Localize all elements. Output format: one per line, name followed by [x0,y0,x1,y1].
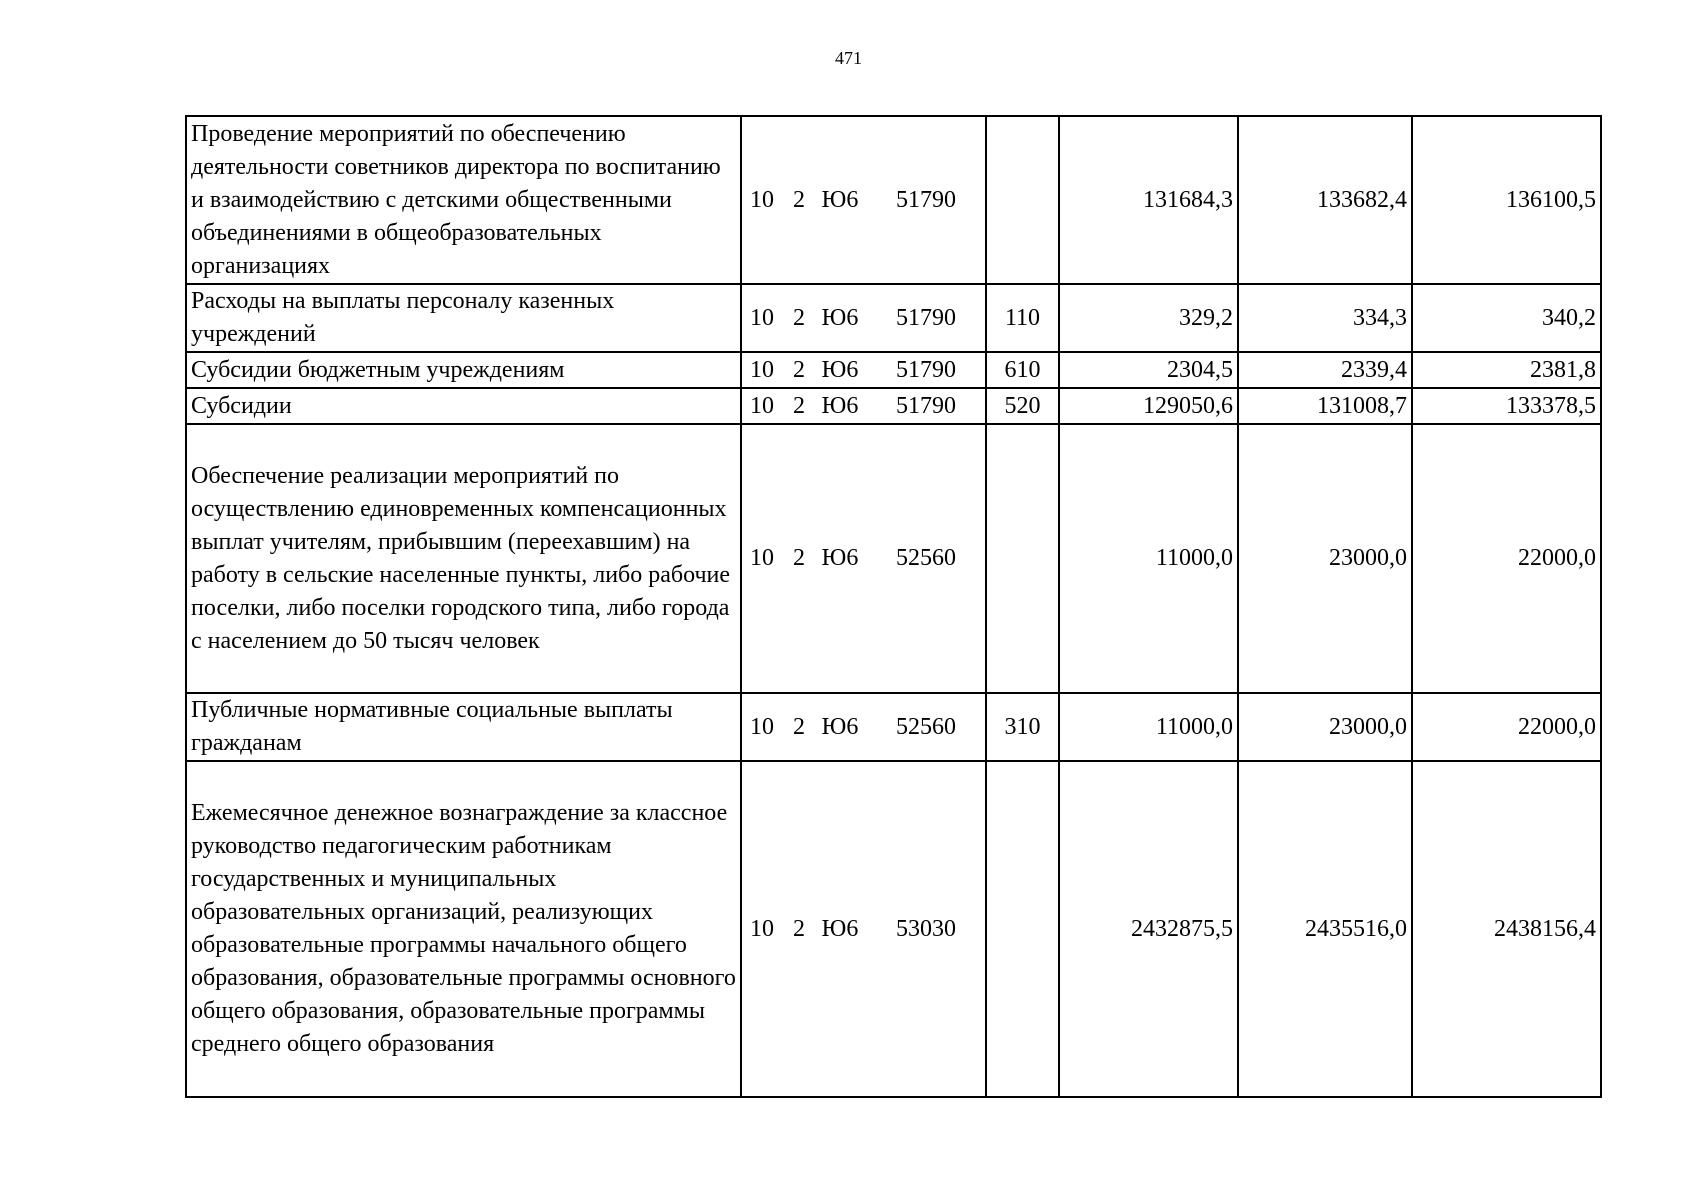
code-subprogram: 2 [793,545,805,571]
code-section: 10 [750,186,774,213]
code-direction: 51790 [896,392,956,419]
row-code [741,116,986,284]
code-direction: 51790 [896,304,956,331]
row-expense-type [986,116,1059,284]
row-value-2: 23000,0 [1238,424,1412,693]
row-name: Проведение мероприятий по обеспечению деятельности советников директора по воспитанию и взаимодействию с детскими общественными объединениями в общеобразовательных организациях [186,116,741,284]
table-row [186,761,1601,1097]
row-name: Ежемесячное денежное вознаграждение за классное руководство педагогическим работникам государственных и муниципальных образовательных организаций, реализующих образовательные программы начального общего образования, образовательные программы основного общего образования, образовательные программы среднего общего образования [186,761,741,1097]
page-number: 471 [835,48,862,68]
row-code [741,693,986,761]
code-section: 10 [750,545,774,571]
row-value-3: 136100,5 [1412,116,1601,284]
code-project: Ю6 [821,392,859,419]
code-project: Ю6 [821,713,859,740]
row-value-2: 2339,4 [1238,352,1412,388]
row-value-3: 22000,0 [1412,693,1601,761]
code-subprogram: 2 [793,915,805,942]
row-name: Субсидии бюджетным учреждениям [186,352,741,388]
row-code [741,352,986,388]
code-direction: 53030 [896,915,956,942]
row-value-1: 2432875,5 [1059,761,1238,1097]
code-project: Ю6 [821,545,859,571]
row-value-3: 340,2 [1412,284,1601,352]
row-expense-type: 520 [986,388,1059,424]
code-subprogram: 2 [793,356,805,383]
row-value-2: 334,3 [1238,284,1412,352]
row-value-2: 23000,0 [1238,693,1412,761]
table-row [186,693,1601,761]
row-value-3: 133378,5 [1412,388,1601,424]
table-row [186,352,1601,388]
code-direction: 52560 [896,713,956,740]
row-name: Расходы на выплаты персоналу казенных учреждений [186,284,741,352]
code-section: 10 [750,713,774,740]
code-subprogram: 2 [793,304,805,331]
row-value-2: 133682,4 [1238,116,1412,284]
code-project: Ю6 [821,186,859,213]
table-row [186,388,1601,424]
code-direction: 51790 [896,186,956,213]
row-value-3: 2381,8 [1412,352,1601,388]
row-expense-type: 610 [986,352,1059,388]
row-expense-type [986,761,1059,1097]
row-value-3: 22000,0 [1412,424,1601,693]
table-row [186,116,1601,284]
row-name: Публичные нормативные социальные выплаты гражданам [186,693,741,761]
row-expense-type: 110 [986,284,1059,352]
code-direction: 52560 [896,545,956,571]
row-value-3: 2438156,4 [1412,761,1601,1097]
row-code [741,761,986,1097]
row-value-1: 2304,5 [1059,352,1238,388]
row-code [741,284,986,352]
code-section: 10 [750,304,774,331]
row-value-1: 131684,3 [1059,116,1238,284]
row-value-1: 11000,0 [1059,424,1238,693]
row-value-1: 329,2 [1059,284,1238,352]
code-subprogram: 2 [793,713,805,740]
code-project: Ю6 [821,915,859,942]
code-section: 10 [750,392,774,419]
code-subprogram: 2 [793,186,805,213]
code-section: 10 [750,915,774,942]
row-name: Субсидии [186,388,741,424]
row-value-1: 129050,6 [1059,388,1238,424]
row-expense-type [986,424,1059,693]
code-direction: 51790 [896,356,956,383]
row-value-1: 11000,0 [1059,693,1238,761]
row-value-2: 2435516,0 [1238,761,1412,1097]
code-subprogram: 2 [793,392,805,419]
table-row [186,424,1601,693]
budget-table [185,115,1602,1098]
row-code [741,388,986,424]
code-project: Ю6 [821,356,859,383]
code-project: Ю6 [821,304,859,331]
row-name: Обеспечение реализации мероприятий по осуществлению единовременных компенсационных выплат учителям, прибывшим (переехавшим) на работу в сельские населенные пункты, либо рабочие поселки, либо поселки городского типа, либо города с населением до 50 тысяч человек [186,424,741,693]
row-expense-type: 310 [986,693,1059,761]
table-row [186,284,1601,352]
code-section: 10 [750,356,774,383]
row-value-2: 131008,7 [1238,388,1412,424]
row-code [741,424,986,693]
